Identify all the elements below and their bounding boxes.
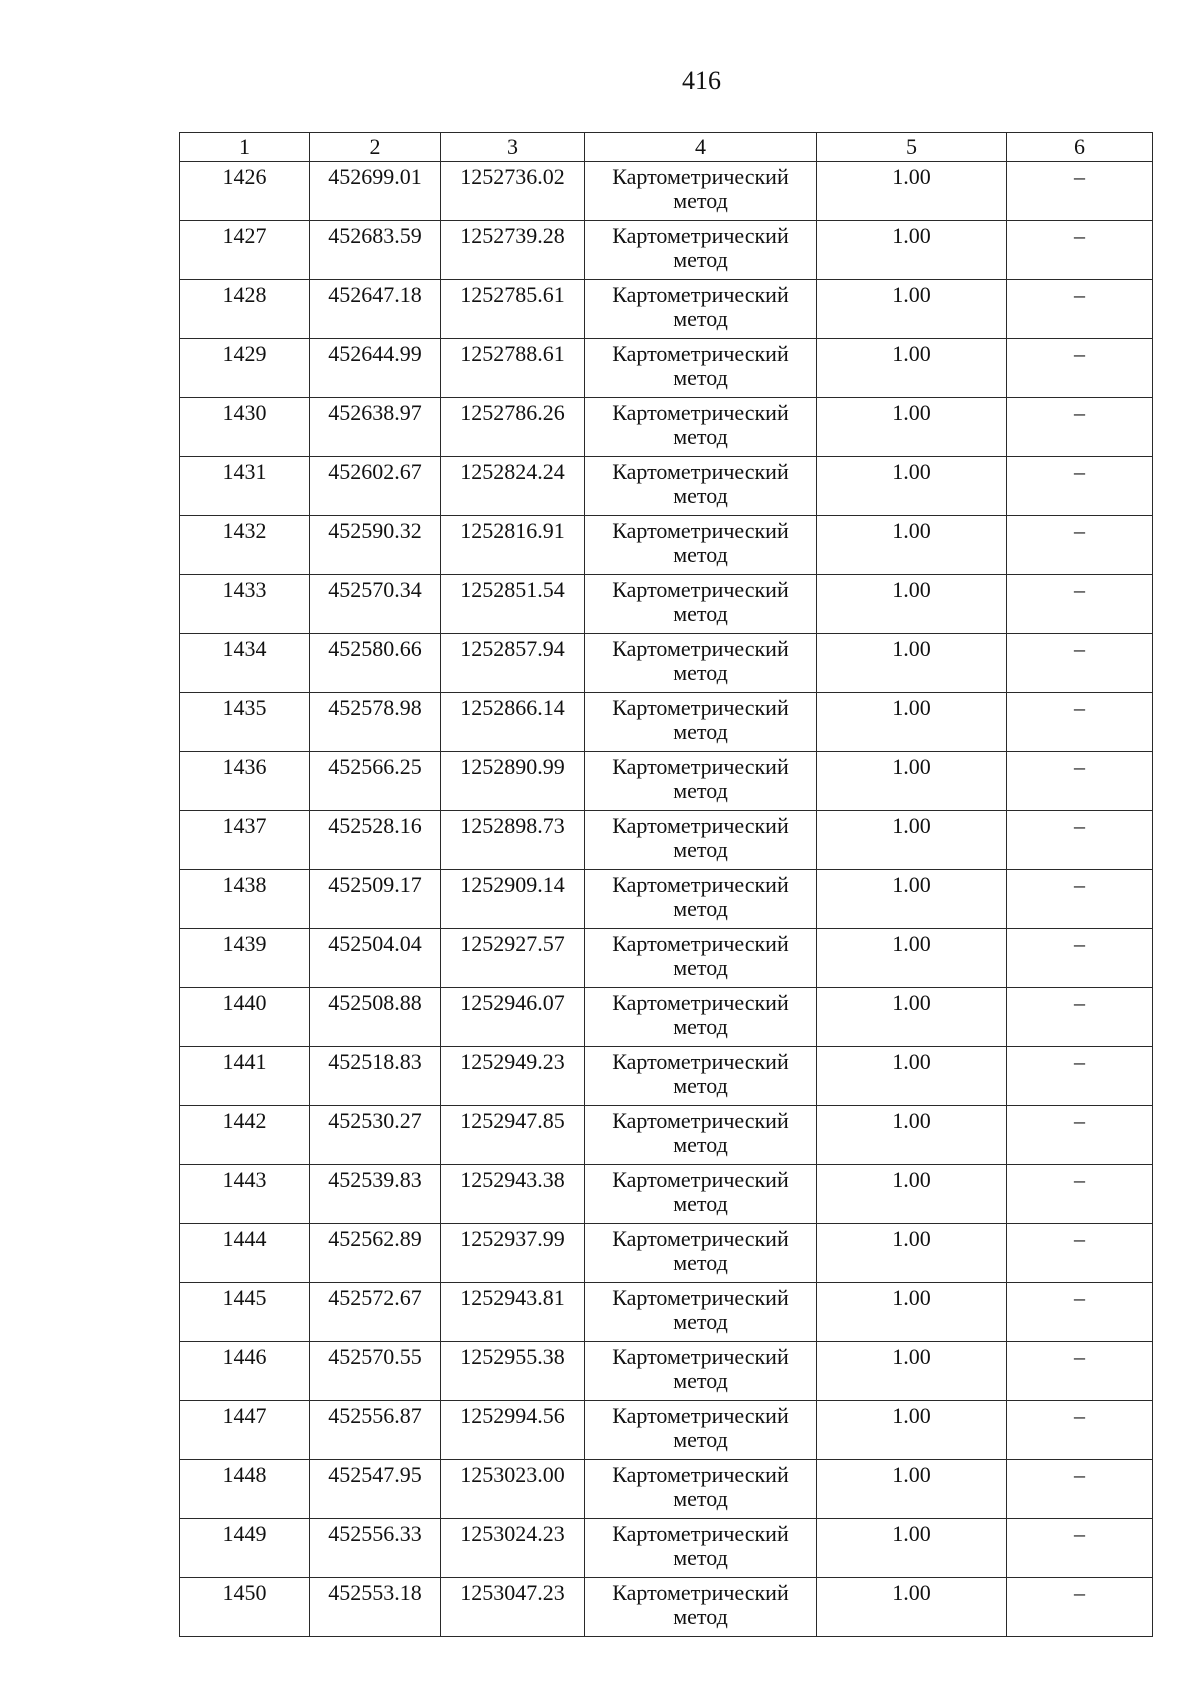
table-row xyxy=(180,221,1153,280)
x-coordinate-cell: 452539.83 xyxy=(310,1165,441,1224)
point-number-cell: 1439 xyxy=(180,929,310,988)
method-cell xyxy=(585,988,817,1047)
y-coordinate-cell: 1252949.23 xyxy=(441,1047,585,1106)
x-coordinate-cell: 452566.25 xyxy=(310,752,441,811)
description-cell: – xyxy=(1007,221,1153,280)
point-number-cell: 1449 xyxy=(180,1519,310,1578)
x-coordinate-cell: 452556.87 xyxy=(310,1401,441,1460)
table-row xyxy=(180,1342,1153,1401)
method-cell xyxy=(585,634,817,693)
method-cell xyxy=(585,398,817,457)
method-cell xyxy=(585,1106,817,1165)
method-line-2: метод xyxy=(673,542,728,567)
precision-cell: 1.00 xyxy=(817,1460,1007,1519)
x-coordinate-cell: 452683.59 xyxy=(310,221,441,280)
precision-cell: 1.00 xyxy=(817,1224,1007,1283)
x-coordinate-cell: 452562.89 xyxy=(310,1224,441,1283)
point-number-cell: 1431 xyxy=(180,457,310,516)
precision-cell: 1.00 xyxy=(817,870,1007,929)
method-line-2: метод xyxy=(673,1604,728,1629)
description-cell: – xyxy=(1007,1283,1153,1342)
method-cell xyxy=(585,1342,817,1401)
description-cell: – xyxy=(1007,398,1153,457)
y-coordinate-cell: 1253023.00 xyxy=(441,1460,585,1519)
description-cell: – xyxy=(1007,516,1153,575)
method-line-1: Картометрический xyxy=(612,695,789,720)
column-header-4: 4 xyxy=(585,133,817,162)
description-cell: – xyxy=(1007,1047,1153,1106)
y-coordinate-cell: 1252946.07 xyxy=(441,988,585,1047)
method-line-1: Картометрический xyxy=(612,1049,789,1074)
point-number-cell: 1440 xyxy=(180,988,310,1047)
method-cell xyxy=(585,162,817,221)
method-line-1: Картометрический xyxy=(612,1108,789,1133)
method-line-1: Картометрический xyxy=(612,459,789,484)
method-line-1: Картометрический xyxy=(612,1344,789,1369)
table-row xyxy=(180,1283,1153,1342)
precision-cell: 1.00 xyxy=(817,1106,1007,1165)
method-line-1: Картометрический xyxy=(612,282,789,307)
x-coordinate-cell: 452530.27 xyxy=(310,1106,441,1165)
method-line-1: Картометрический xyxy=(612,931,789,956)
precision-cell: 1.00 xyxy=(817,280,1007,339)
method-line-1: Картометрический xyxy=(612,1462,789,1487)
method-line-1: Картометрический xyxy=(612,1226,789,1251)
method-line-2: метод xyxy=(673,1368,728,1393)
description-cell: – xyxy=(1007,1401,1153,1460)
description-cell: – xyxy=(1007,1578,1153,1637)
description-cell: – xyxy=(1007,1224,1153,1283)
y-coordinate-cell: 1252943.38 xyxy=(441,1165,585,1224)
y-coordinate-cell: 1252937.99 xyxy=(441,1224,585,1283)
x-coordinate-cell: 452553.18 xyxy=(310,1578,441,1637)
y-coordinate-cell: 1252824.24 xyxy=(441,457,585,516)
y-coordinate-cell: 1252851.54 xyxy=(441,575,585,634)
method-line-1: Картометрический xyxy=(612,1521,789,1546)
method-line-2: метод xyxy=(673,601,728,626)
table-row xyxy=(180,988,1153,1047)
method-cell xyxy=(585,339,817,398)
description-cell: – xyxy=(1007,988,1153,1047)
method-line-1: Картометрический xyxy=(612,1580,789,1605)
y-coordinate-cell: 1252866.14 xyxy=(441,693,585,752)
y-coordinate-cell: 1252943.81 xyxy=(441,1283,585,1342)
y-coordinate-cell: 1253047.23 xyxy=(441,1578,585,1637)
y-coordinate-cell: 1252994.56 xyxy=(441,1401,585,1460)
point-number-cell: 1437 xyxy=(180,811,310,870)
table-row xyxy=(180,693,1153,752)
method-cell xyxy=(585,1224,817,1283)
method-cell xyxy=(585,280,817,339)
point-number-cell: 1447 xyxy=(180,1401,310,1460)
method-cell xyxy=(585,693,817,752)
description-cell: – xyxy=(1007,1460,1153,1519)
description-cell: – xyxy=(1007,1106,1153,1165)
method-line-2: метод xyxy=(673,1132,728,1157)
point-number-cell: 1445 xyxy=(180,1283,310,1342)
method-line-1: Картометрический xyxy=(612,223,789,248)
description-cell: – xyxy=(1007,752,1153,811)
y-coordinate-cell: 1252816.91 xyxy=(441,516,585,575)
point-number-cell: 1429 xyxy=(180,339,310,398)
y-coordinate-cell: 1252788.61 xyxy=(441,339,585,398)
y-coordinate-cell: 1252898.73 xyxy=(441,811,585,870)
method-line-2: метод xyxy=(673,1545,728,1570)
method-line-2: метод xyxy=(673,778,728,803)
method-line-2: метод xyxy=(673,719,728,744)
table-row xyxy=(180,929,1153,988)
column-header-5: 5 xyxy=(817,133,1007,162)
precision-cell: 1.00 xyxy=(817,929,1007,988)
point-number-cell: 1426 xyxy=(180,162,310,221)
method-cell xyxy=(585,1460,817,1519)
precision-cell: 1.00 xyxy=(817,811,1007,870)
description-cell: – xyxy=(1007,575,1153,634)
table-header-row xyxy=(180,133,1153,162)
page-number: 416 xyxy=(682,66,721,95)
x-coordinate-cell: 452638.97 xyxy=(310,398,441,457)
method-line-1: Картометрический xyxy=(612,164,789,189)
y-coordinate-cell: 1252785.61 xyxy=(441,280,585,339)
x-coordinate-cell: 452699.01 xyxy=(310,162,441,221)
description-cell: – xyxy=(1007,929,1153,988)
method-cell xyxy=(585,457,817,516)
x-coordinate-cell: 452518.83 xyxy=(310,1047,441,1106)
x-coordinate-cell: 452580.66 xyxy=(310,634,441,693)
method-cell xyxy=(585,811,817,870)
description-cell: – xyxy=(1007,339,1153,398)
y-coordinate-cell: 1252857.94 xyxy=(441,634,585,693)
x-coordinate-cell: 452508.88 xyxy=(310,988,441,1047)
table-row xyxy=(180,1401,1153,1460)
method-line-2: метод xyxy=(673,896,728,921)
method-cell xyxy=(585,1165,817,1224)
x-coordinate-cell: 452602.67 xyxy=(310,457,441,516)
method-line-1: Картометрический xyxy=(612,400,789,425)
table-row xyxy=(180,1106,1153,1165)
point-number-cell: 1446 xyxy=(180,1342,310,1401)
point-number-cell: 1435 xyxy=(180,693,310,752)
y-coordinate-cell: 1252890.99 xyxy=(441,752,585,811)
point-number-cell: 1450 xyxy=(180,1578,310,1637)
precision-cell: 1.00 xyxy=(817,1165,1007,1224)
column-header-3: 3 xyxy=(441,133,585,162)
precision-cell: 1.00 xyxy=(817,516,1007,575)
method-line-2: метод xyxy=(673,1486,728,1511)
point-number-cell: 1428 xyxy=(180,280,310,339)
table-row xyxy=(180,634,1153,693)
x-coordinate-cell: 452509.17 xyxy=(310,870,441,929)
precision-cell: 1.00 xyxy=(817,457,1007,516)
y-coordinate-cell: 1252736.02 xyxy=(441,162,585,221)
method-line-1: Картометрический xyxy=(612,1403,789,1428)
precision-cell: 1.00 xyxy=(817,221,1007,280)
precision-cell: 1.00 xyxy=(817,1342,1007,1401)
x-coordinate-cell: 452556.33 xyxy=(310,1519,441,1578)
table-row xyxy=(180,1519,1153,1578)
method-line-1: Картометрический xyxy=(612,636,789,661)
method-line-1: Картометрический xyxy=(612,872,789,897)
precision-cell: 1.00 xyxy=(817,398,1007,457)
table-row xyxy=(180,457,1153,516)
method-cell xyxy=(585,516,817,575)
description-cell: – xyxy=(1007,280,1153,339)
method-line-1: Картометрический xyxy=(612,813,789,838)
method-cell xyxy=(585,1401,817,1460)
method-line-2: метод xyxy=(673,1250,728,1275)
method-line-2: метод xyxy=(673,424,728,449)
point-number-cell: 1442 xyxy=(180,1106,310,1165)
table-row xyxy=(180,280,1153,339)
x-coordinate-cell: 452590.32 xyxy=(310,516,441,575)
table-body xyxy=(180,133,1153,1637)
precision-cell: 1.00 xyxy=(817,339,1007,398)
method-line-2: метод xyxy=(673,1073,728,1098)
method-line-2: метод xyxy=(673,837,728,862)
method-line-2: метод xyxy=(673,1014,728,1039)
table-row xyxy=(180,339,1153,398)
precision-cell: 1.00 xyxy=(817,752,1007,811)
description-cell: – xyxy=(1007,811,1153,870)
x-coordinate-cell: 452578.98 xyxy=(310,693,441,752)
point-number-cell: 1434 xyxy=(180,634,310,693)
description-cell: – xyxy=(1007,870,1153,929)
y-coordinate-cell: 1252909.14 xyxy=(441,870,585,929)
description-cell: – xyxy=(1007,1519,1153,1578)
x-coordinate-cell: 452547.95 xyxy=(310,1460,441,1519)
method-line-2: метод xyxy=(673,660,728,685)
method-cell xyxy=(585,575,817,634)
column-header-6: 6 xyxy=(1007,133,1153,162)
y-coordinate-cell: 1252739.28 xyxy=(441,221,585,280)
point-number-cell: 1433 xyxy=(180,575,310,634)
method-cell xyxy=(585,870,817,929)
precision-cell: 1.00 xyxy=(817,1578,1007,1637)
method-cell xyxy=(585,1047,817,1106)
point-number-cell: 1441 xyxy=(180,1047,310,1106)
table-row xyxy=(180,516,1153,575)
y-coordinate-cell: 1252955.38 xyxy=(441,1342,585,1401)
table-row xyxy=(180,162,1153,221)
method-line-2: метод xyxy=(673,483,728,508)
table-row xyxy=(180,811,1153,870)
method-cell xyxy=(585,1283,817,1342)
table-row xyxy=(180,870,1153,929)
table-row xyxy=(180,1578,1153,1637)
point-number-cell: 1438 xyxy=(180,870,310,929)
method-line-1: Картометрический xyxy=(612,341,789,366)
precision-cell: 1.00 xyxy=(817,1283,1007,1342)
point-number-cell: 1427 xyxy=(180,221,310,280)
method-line-2: метод xyxy=(673,1427,728,1452)
table-row xyxy=(180,575,1153,634)
method-line-1: Картометрический xyxy=(612,577,789,602)
method-line-1: Картометрический xyxy=(612,1285,789,1310)
description-cell: – xyxy=(1007,1342,1153,1401)
table-row xyxy=(180,1224,1153,1283)
method-line-2: метод xyxy=(673,188,728,213)
table-row xyxy=(180,1047,1153,1106)
point-number-cell: 1448 xyxy=(180,1460,310,1519)
point-number-cell: 1430 xyxy=(180,398,310,457)
column-header-2: 2 xyxy=(310,133,441,162)
x-coordinate-cell: 452570.55 xyxy=(310,1342,441,1401)
table-row xyxy=(180,752,1153,811)
x-coordinate-cell: 452504.04 xyxy=(310,929,441,988)
method-line-1: Картометрический xyxy=(612,990,789,1015)
x-coordinate-cell: 452644.99 xyxy=(310,339,441,398)
precision-cell: 1.00 xyxy=(817,988,1007,1047)
method-cell xyxy=(585,752,817,811)
x-coordinate-cell: 452572.67 xyxy=(310,1283,441,1342)
method-line-1: Картометрический xyxy=(612,754,789,779)
point-number-cell: 1444 xyxy=(180,1224,310,1283)
precision-cell: 1.00 xyxy=(817,1519,1007,1578)
table-row xyxy=(180,1460,1153,1519)
point-number-cell: 1432 xyxy=(180,516,310,575)
y-coordinate-cell: 1252947.85 xyxy=(441,1106,585,1165)
method-line-1: Картометрический xyxy=(612,518,789,543)
y-coordinate-cell: 1252927.57 xyxy=(441,929,585,988)
coordinates-table xyxy=(179,132,1153,1637)
method-cell xyxy=(585,221,817,280)
point-number-cell: 1436 xyxy=(180,752,310,811)
method-line-2: метод xyxy=(673,306,728,331)
table-row xyxy=(180,1165,1153,1224)
precision-cell: 1.00 xyxy=(817,162,1007,221)
precision-cell: 1.00 xyxy=(817,693,1007,752)
precision-cell: 1.00 xyxy=(817,1401,1007,1460)
description-cell: – xyxy=(1007,162,1153,221)
column-header-1: 1 xyxy=(180,133,310,162)
precision-cell: 1.00 xyxy=(817,575,1007,634)
method-line-2: метод xyxy=(673,365,728,390)
method-line-2: метод xyxy=(673,247,728,272)
description-cell: – xyxy=(1007,634,1153,693)
method-line-2: метод xyxy=(673,1191,728,1216)
x-coordinate-cell: 452647.18 xyxy=(310,280,441,339)
description-cell: – xyxy=(1007,1165,1153,1224)
precision-cell: 1.00 xyxy=(817,634,1007,693)
y-coordinate-cell: 1252786.26 xyxy=(441,398,585,457)
x-coordinate-cell: 452528.16 xyxy=(310,811,441,870)
description-cell: – xyxy=(1007,693,1153,752)
method-cell xyxy=(585,1578,817,1637)
table-row xyxy=(180,398,1153,457)
description-cell: – xyxy=(1007,457,1153,516)
method-line-1: Картометрический xyxy=(612,1167,789,1192)
y-coordinate-cell: 1253024.23 xyxy=(441,1519,585,1578)
precision-cell: 1.00 xyxy=(817,1047,1007,1106)
x-coordinate-cell: 452570.34 xyxy=(310,575,441,634)
method-line-2: метод xyxy=(673,955,728,980)
method-cell xyxy=(585,929,817,988)
method-line-2: метод xyxy=(673,1309,728,1334)
method-cell xyxy=(585,1519,817,1578)
point-number-cell: 1443 xyxy=(180,1165,310,1224)
